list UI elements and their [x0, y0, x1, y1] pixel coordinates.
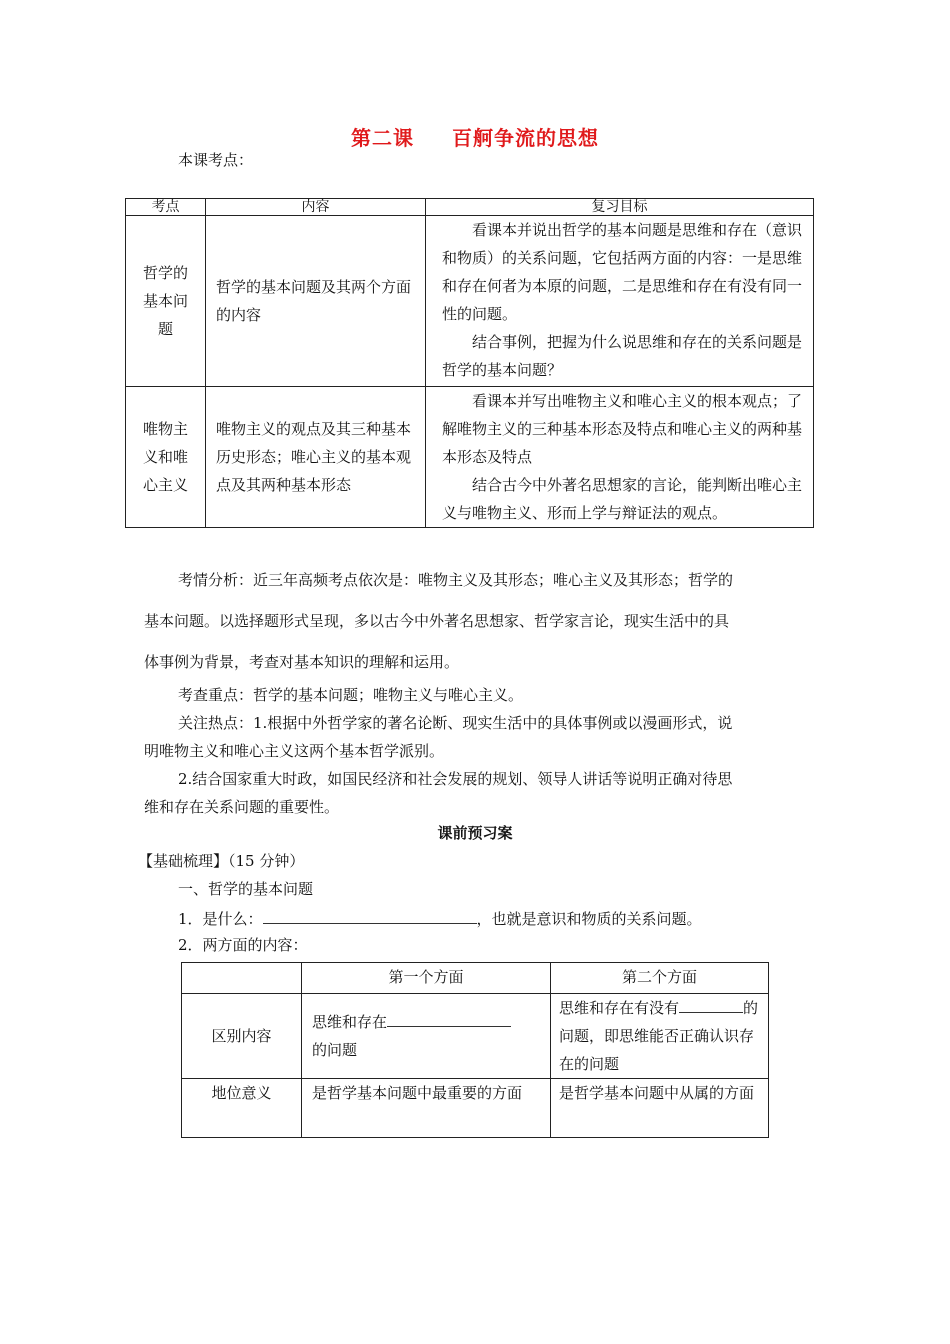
hot-points-line-3: 2.结合国家重大时政，如国民经济和社会发展的规划、领导人讲话等说明正确对待思 [178, 770, 733, 788]
table-row [182, 994, 769, 1079]
answer-blank[interactable] [263, 906, 477, 924]
second-aspect-cell: 是哲学基本问题中从属的方面 [551, 1079, 769, 1138]
goal-cell: 看课本并写出唯物主义和唯心主义的根本观点；了解唯物主义的三种基本形态及特点和唯心主义的两种基本形态及特点 结合古今中外著名思想家的言论，能判断出唯心主义与唯物主义、形而上学与辩证法的观点。 [426, 387, 814, 528]
basics-label: 【基础梳理】（15 分钟） [138, 852, 305, 870]
row-label: 地位意义 [182, 1079, 302, 1138]
table-row [126, 387, 814, 528]
basics-item-1: 一、哲学的基本问题 [178, 880, 314, 898]
header-empty [182, 963, 302, 994]
hot-points-line-4: 维和存在关系问题的重要性。 [144, 798, 340, 816]
header-first-aspect: 第一个方面 [302, 963, 551, 994]
lesson-number: 第二课 [351, 126, 414, 150]
table-row [182, 1079, 769, 1138]
first-aspect-cell: 是哲学基本问题中最重要的方面 [302, 1079, 551, 1138]
exam-points-label: 本课考点： [178, 151, 254, 169]
answer-blank[interactable] [679, 995, 743, 1013]
header-second-aspect: 第二个方面 [551, 963, 769, 994]
content-cell: 哲学的基本问题及其两个方面的内容 [206, 216, 426, 387]
hot-points-line-2: 明唯物主义和唯心主义这两个基本哲学派别。 [144, 742, 445, 760]
header-content: 内容 [206, 199, 426, 216]
analysis-line-2: 基本问题。以选择题形式呈现，多以古今中外著名思想家、哲学家言论，现实生活中的具 [144, 612, 730, 630]
first-aspect-cell: 思维和存在 的问题 [302, 994, 551, 1079]
table-header-row [126, 199, 814, 216]
aspects-table [181, 962, 769, 1138]
analysis-line-3: 体事例为背景，考查对基本知识的理解和运用。 [144, 653, 460, 671]
section-title: 课前预习案 [437, 824, 513, 842]
header-point: 考点 [126, 199, 206, 216]
point-cell: 哲学的 基本问 题 [126, 216, 206, 387]
table-header-row [182, 963, 769, 994]
row-label: 区别内容 [182, 994, 302, 1079]
lesson-name: 百舸争流的思想 [452, 126, 599, 150]
answer-blank[interactable] [387, 1009, 511, 1027]
goal-cell: 看课本并说出哲学的基本问题是思维和存在（意识和物质）的关系问题，它包括两方面的内容：一是思维和存在何者为本原的问题，二是思维和存在有没有同一性的问题。 结合事例，把握为什么说思维和存在的关系问题是哲学的基本问题？ [426, 216, 814, 387]
exam-points-table [125, 198, 814, 528]
second-aspect-cell: 思维和存在有没有 的问题，即思维能否正确认识存在的问题 [551, 994, 769, 1079]
hot-points-line-1: 关注热点：1.根据中外哲学家的著名论断、现实生活中的具体事例或以漫画形式，说 [178, 714, 733, 732]
point-cell: 唯物主 义和唯 心主义 [126, 387, 206, 528]
table-row [126, 216, 814, 387]
question-2: 2．两方面的内容： [178, 936, 308, 954]
lesson-title [0, 122, 950, 151]
analysis-line-1: 考情分析：近三年高频考点依次是：唯物主义及其形态；唯心主义及其形态；哲学的 [178, 571, 734, 589]
question-1: 1．是什么： ，也就是意识和物质的关系问题。 [178, 906, 702, 930]
header-goal: 复习目标 [426, 199, 814, 216]
content-cell: 唯物主义的观点及其三种基本历史形态；唯心主义的基本观点及其两种基本形态 [206, 387, 426, 528]
key-points: 考查重点：哲学的基本问题；唯物主义与唯心主义。 [178, 686, 524, 704]
